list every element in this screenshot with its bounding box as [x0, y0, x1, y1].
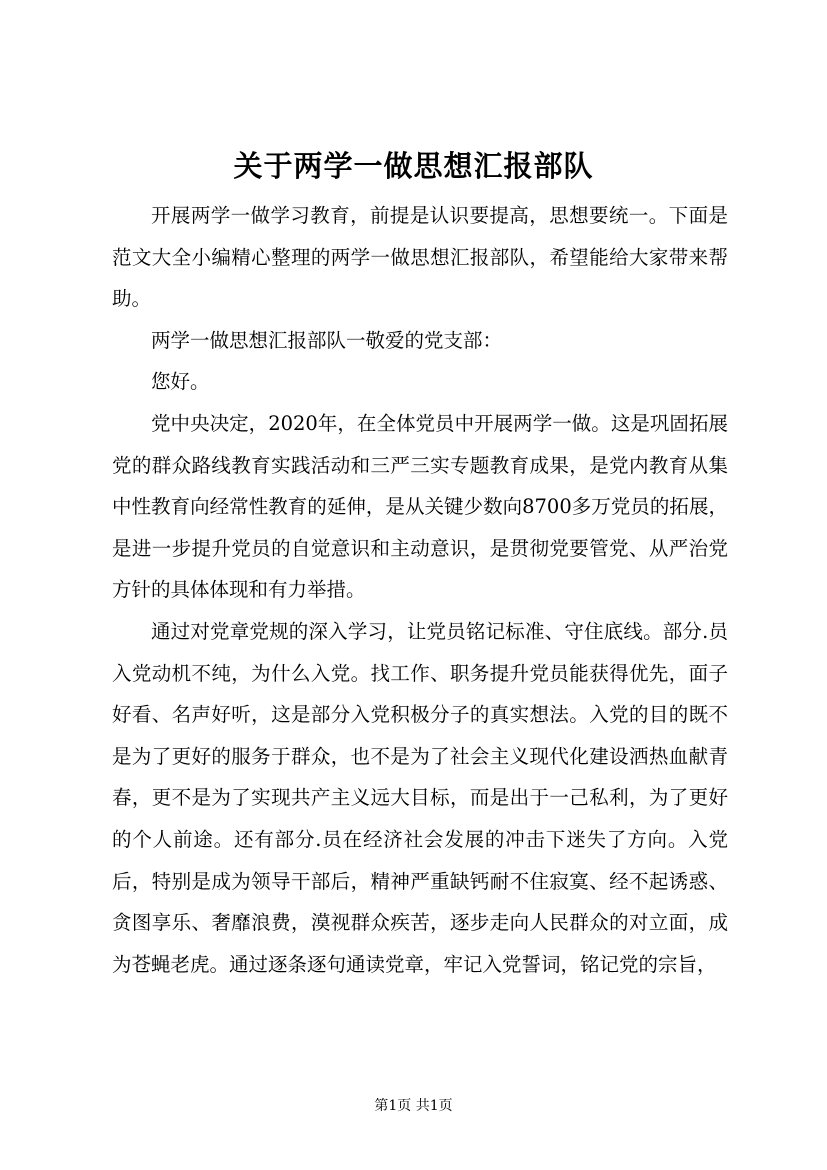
paragraph-body-1: 党中央决定，2020年，在全体党员中开展两学一做。这是巩固拓展党的群众路线教育实践活动和三严三实专题教育成果，是党内教育从集中性教育向经常性教育的延伸，是从关键少数向8700多万党员的拓展，是进一步提升党员的自觉意识和主动意识，是贯彻党要管党、从严治党方针的具体体现和有力举措。 — [112, 411, 728, 602]
document-body — [112, 195, 728, 985]
paragraph-body-2: 通过对党章党规的深入学习，让党员铭记标准、守住底线。部分.员入党动机不纯，为什么入党。找工作、职务提升党员能获得优先，面子好看、名声好听，这是部分入党积极分子的真实想法。入党的目的既不是为了更好的服务于群众，也不是为了社会主义现代化建设洒热血献青春，更不是为了实现共产主义远大目标，而是出于一己私利，为了更好的个人前途。还有部分.员在经济社会发展的冲击下迷失了方向。入党后，特别是成为领导干部后，精神严重缺钙耐不住寂寞、经不起诱惑、贪图享乐、奢靡浪费，漠视群众疾苦，逐步走向人民群众的对立面，成为苍蝇老虎。通过逐条逐句通读党章，牢记入党誓词，铭记党的宗旨， — [112, 619, 728, 976]
paragraph-intro: 开展两学一做学习教育，前提是认识要提高，思想要统一。下面是范文大全小编精心整理的两学一做思想汇报部队，希望能给大家带来帮助。 — [112, 204, 728, 311]
page-number-footer: 第1页 共1页 — [374, 1098, 453, 1114]
document-title: 关于两学一做思想汇报部队 — [233, 149, 594, 183]
paragraph-greeting: 您好。 — [151, 370, 210, 394]
paragraph-heading: 两学一做思想汇报部队一敬爱的党支部： — [151, 328, 503, 352]
